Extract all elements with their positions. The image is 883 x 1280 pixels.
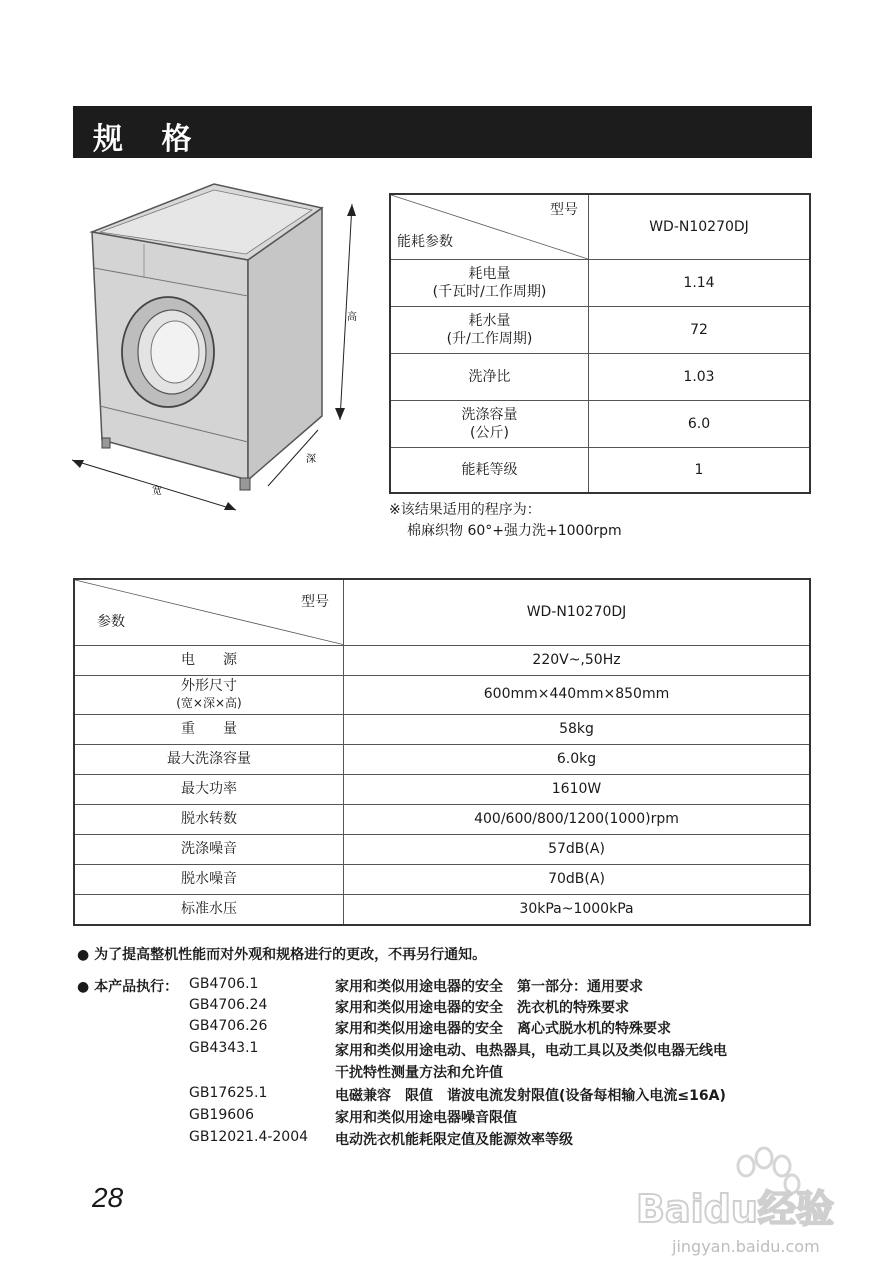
energy-model-value: WD-N10270DJ: [589, 194, 811, 260]
note-line-1: ※该结果适用的程序为：: [389, 502, 541, 518]
section-title-bar: [73, 106, 812, 158]
spec-table: [73, 578, 811, 926]
row-value: 6.0kg: [344, 744, 811, 774]
table-row: [74, 804, 810, 834]
row-value: 57dB(A): [344, 834, 811, 864]
corner-model-label: 型号: [301, 594, 329, 610]
row-label: 最大功率: [74, 774, 344, 804]
row-label: 洗净比: [390, 354, 589, 401]
page-number: 28: [92, 1182, 124, 1213]
energy-table-corner: [390, 194, 589, 260]
row-label: 脱水噪音: [74, 864, 344, 894]
table-row: [390, 401, 810, 448]
row-value: 70dB(A): [344, 864, 811, 894]
row-label: 脱水转数: [74, 804, 344, 834]
row-value: 1610W: [344, 774, 811, 804]
table-row: [74, 774, 810, 804]
energy-table: [389, 193, 811, 494]
baidu-watermark: [628, 1140, 878, 1270]
table-row: [390, 260, 810, 307]
row-value: 400/600/800/1200(1000)rpm: [344, 804, 811, 834]
row-value: 6.0: [589, 401, 811, 448]
bullet-icon: ●: [77, 947, 95, 963]
row-label: 洗涤噪音: [74, 834, 344, 864]
row-value: 1.14: [589, 260, 811, 307]
notice-text: 为了提高整机性能而对外观和规格进行的更改，不再另行通知。: [94, 947, 487, 963]
corner-param-label: 参数: [97, 613, 125, 630]
watermark-url: jingyan.baidu.com: [672, 1237, 820, 1256]
page-title: 规 格: [93, 122, 206, 157]
watermark-brand: Baidu经验: [636, 1187, 834, 1231]
row-label: 最大洗涤容量: [74, 744, 344, 774]
width-label: 宽: [152, 486, 162, 497]
row-label: 外形尺寸 (宽×深×高): [74, 675, 344, 714]
table-row: [74, 744, 810, 774]
row-label: 耗电量 (千瓦时/工作周期): [390, 260, 589, 307]
table-row: [390, 354, 810, 401]
row-label: 重 量: [74, 714, 344, 744]
table-row: [74, 834, 810, 864]
standards-label: 本产品执行：: [94, 979, 179, 995]
table-row: [74, 675, 810, 714]
spec-table-corner: [74, 579, 344, 645]
row-label: 标准水压: [74, 894, 344, 925]
washing-machine-illustration: [60, 180, 380, 520]
row-value: 30kPa~1000kPa: [344, 894, 811, 925]
row-label: 洗涤容量 (公斤): [390, 401, 589, 448]
notice-line: [77, 944, 486, 964]
standards-label-line: [77, 976, 178, 996]
table-row: [390, 307, 810, 354]
row-value: 58kg: [344, 714, 811, 744]
corner-param-label: 能耗参数: [397, 234, 453, 250]
row-label: 电 源: [74, 645, 344, 675]
height-label: 高: [347, 312, 357, 323]
bullet-icon: ●: [77, 979, 95, 995]
table-row: [74, 894, 810, 925]
row-value: 1.03: [589, 354, 811, 401]
row-value: 600mm×440mm×850mm: [344, 675, 811, 714]
note-line-2: 棉麻织物 60°+强力洗+1000rpm: [407, 523, 622, 539]
table-row: [390, 448, 810, 493]
corner-model-label: 型号: [550, 202, 578, 218]
energy-note: [389, 500, 622, 542]
spec-model-value: WD-N10270DJ: [344, 579, 811, 645]
row-value: 1: [589, 448, 811, 493]
table-row: [74, 864, 810, 894]
depth-label: 深: [306, 454, 316, 465]
row-value: 72: [589, 307, 811, 354]
row-label: 耗水量 (升/工作周期): [390, 307, 589, 354]
table-row: [74, 645, 810, 675]
row-label: 能耗等级: [390, 448, 589, 493]
table-row: [74, 714, 810, 744]
row-value: 220V~,50Hz: [344, 645, 811, 675]
